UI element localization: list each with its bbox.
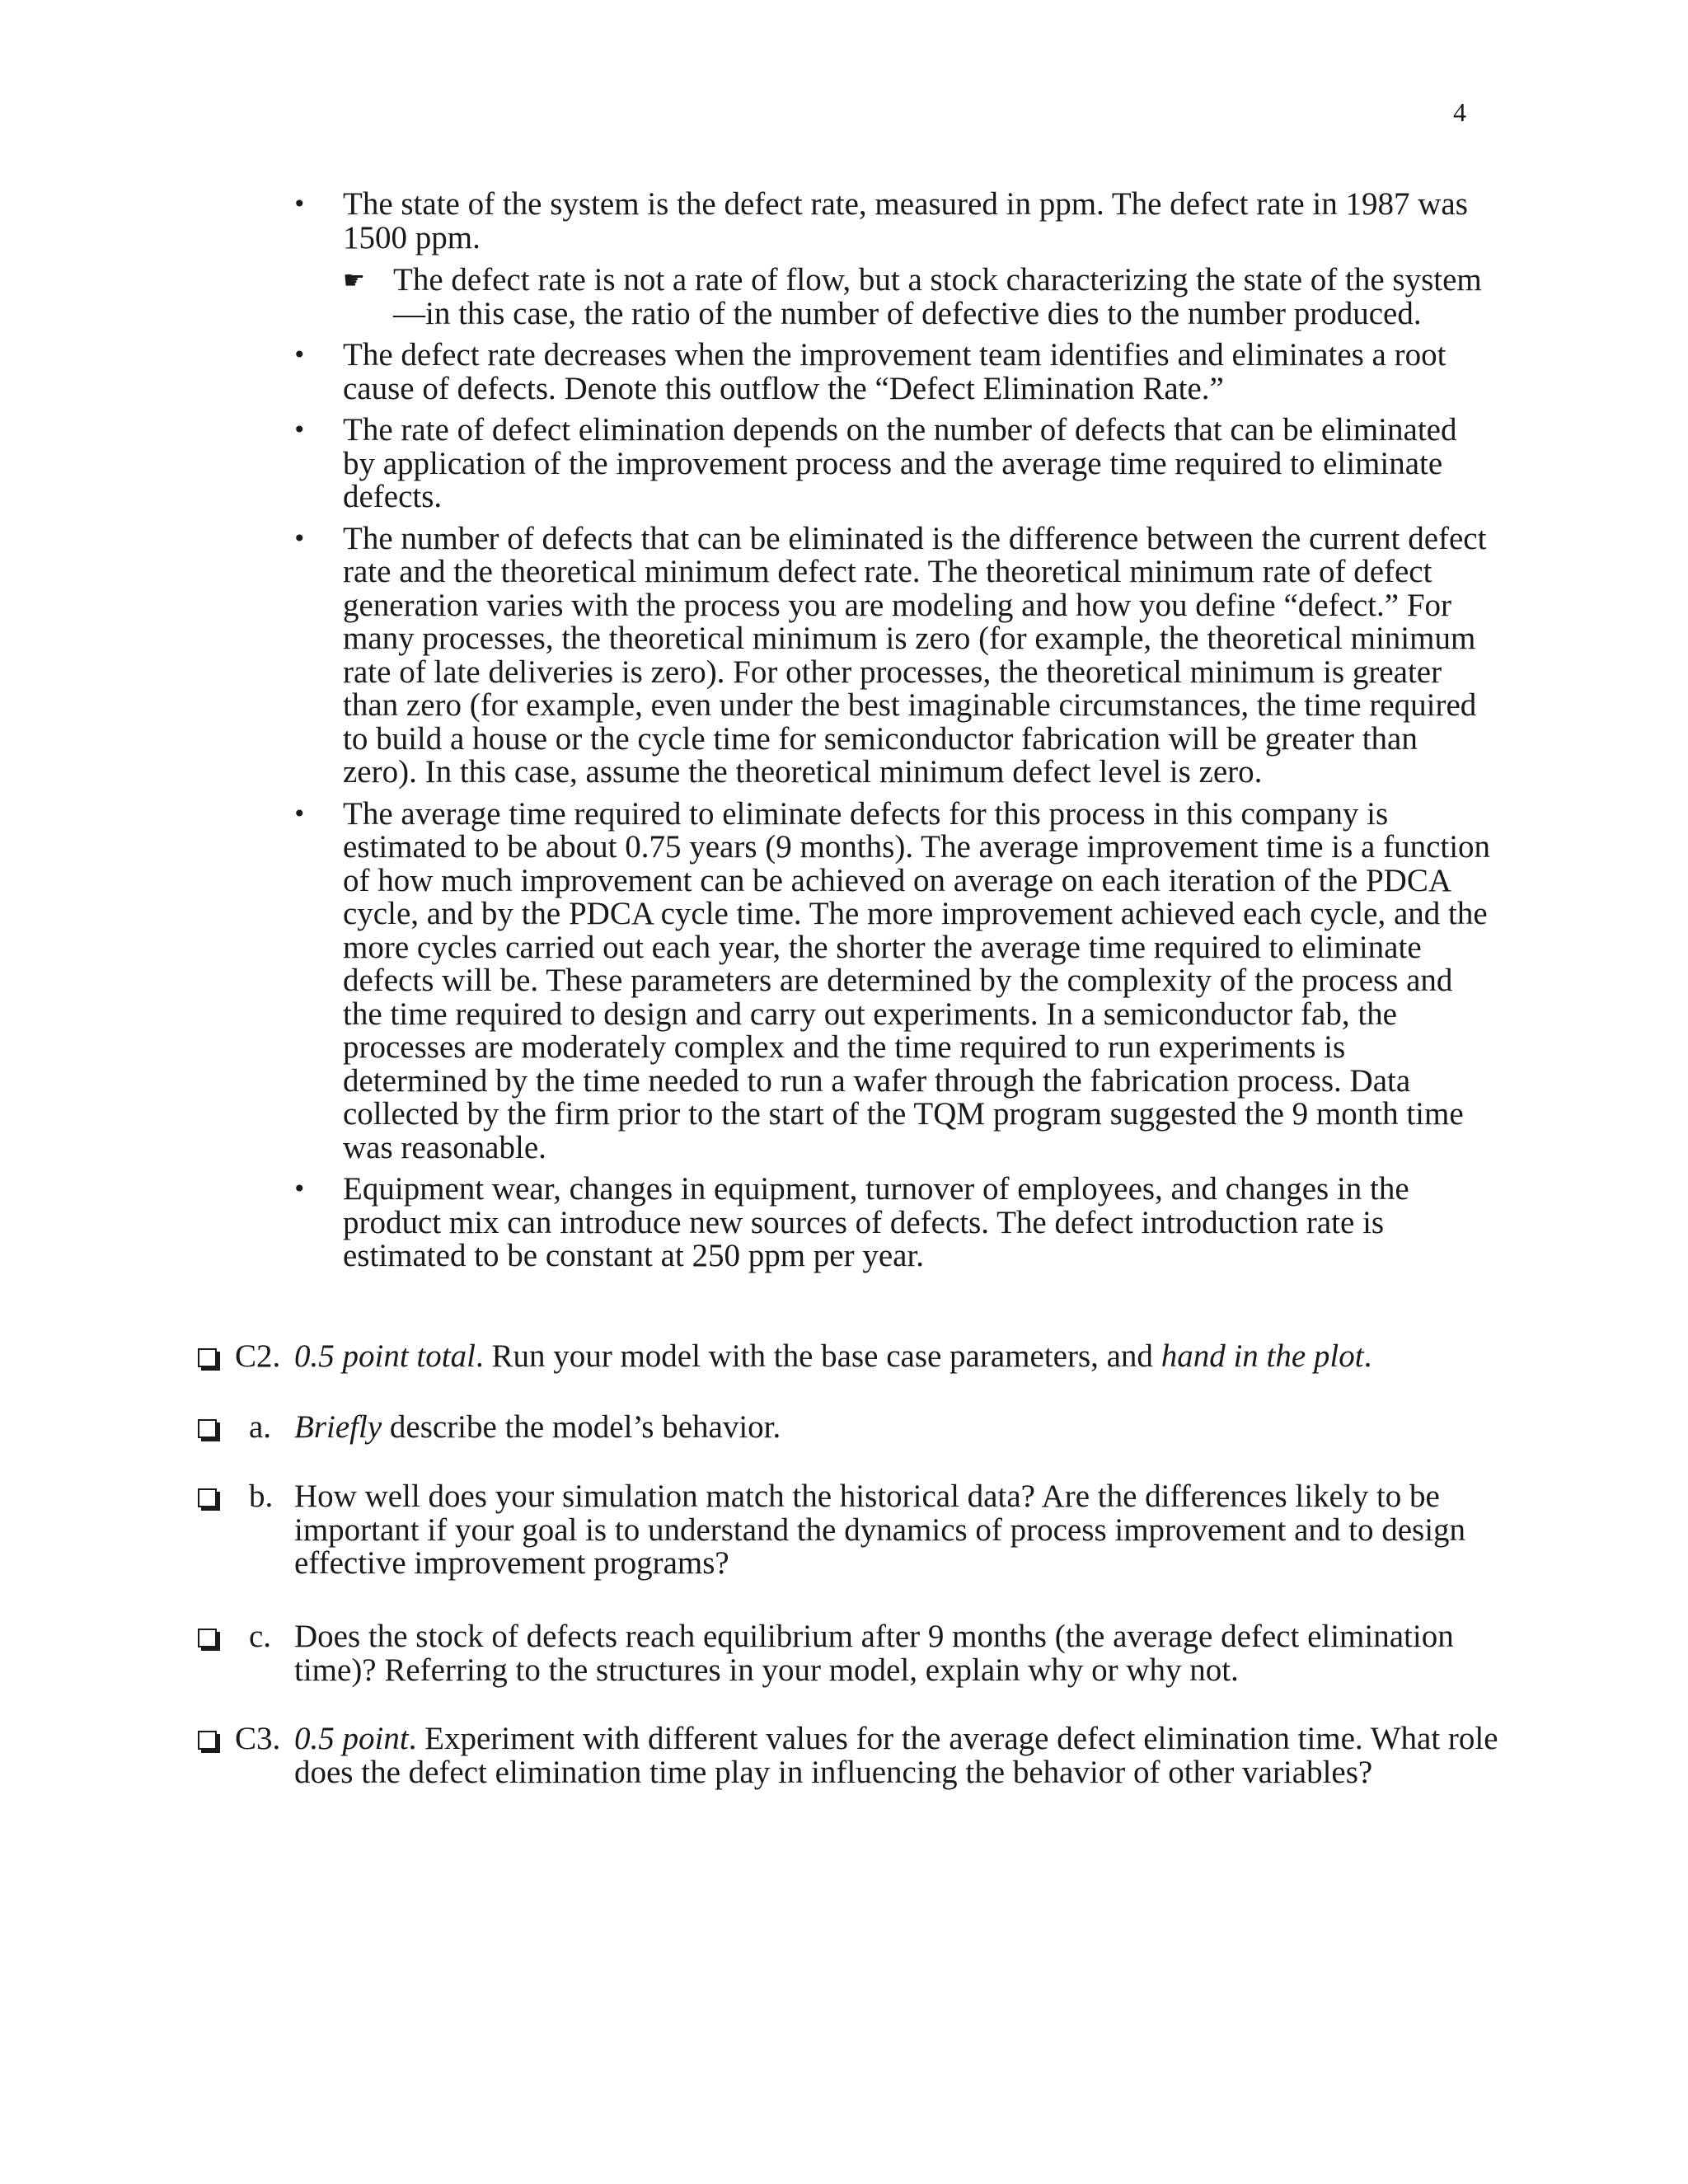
- bullet-icon: •: [293, 1175, 307, 1202]
- question-c2: [198, 1340, 1500, 1374]
- points-label: 0.5 point total: [294, 1338, 476, 1374]
- bullet-icon: •: [293, 190, 307, 218]
- question-b: [198, 1480, 1500, 1581]
- bullet-text: Equipment wear, changes in equipment, turnover of employees, and changes in the product mix can introduce new sources of defects. The defect introduction rate is estimated to be constant at 250 ppm per year.: [343, 1171, 1409, 1273]
- question-text: Briefly describe the model’s behavior.: [294, 1409, 781, 1445]
- bullet-text: The state of the system is the defect rate, measured in ppm. The defect rate in 1987 was 1500 ppm.: [343, 186, 1468, 255]
- sub-item: [343, 264, 1496, 330]
- question-label: C2.: [235, 1338, 281, 1374]
- bullet-text: The average time required to eliminate defects for this process in this company is estimated to be about 0.75 years (9 months). The average improvement time is a function of how much improvement can be achieved on average on each iteration of the PDCA cycle, and by the PDCA cycle time. The more improvement achieved each cycle, and the more cycles carried out each year, the shorter the average time required to eliminate defects will be. These parameters are determined by the complexity of the process and the time required to design and carry out experiments. In a semiconductor fab, the processes are moderately complex and the time required to run experiments is determined by the time needed to run a wafer through the fabrication process. Data collected by the firm prior to the start of the TQM program suggested the 9 month time was reasonable.: [343, 795, 1491, 1165]
- page-number: 4: [1453, 97, 1466, 127]
- question-label: C3.: [235, 1721, 281, 1756]
- list-item: [293, 1173, 1496, 1273]
- question-text: How well does your simulation match the historical data? Are the differences likely to be important if your goal is to understand the dynamics of process improvement and to design effective improvement programs?: [294, 1479, 1466, 1581]
- bullet-icon: •: [293, 799, 307, 827]
- list-item: [293, 414, 1496, 514]
- list-item: [293, 795, 1496, 1165]
- question-text: Does the stock of defects reach equilibrium after 9 months (the average defect elimination time)? Referring to the structures in your model, explain why or why not.: [294, 1619, 1454, 1688]
- question-label: b.: [249, 1479, 274, 1514]
- question-label: a.: [249, 1409, 272, 1445]
- points-label: 0.5 point: [294, 1721, 409, 1756]
- checkbox-icon[interactable]: [198, 1419, 217, 1438]
- question-c3: [198, 1722, 1500, 1789]
- pointing-hand-icon: ☛: [343, 266, 365, 295]
- question-a: [198, 1411, 1500, 1445]
- bullet-icon: •: [293, 416, 307, 443]
- bullet-text: The defect rate decreases when the improvement team identifies and eliminates a root cause of defects. Denote this outflow the “Defect Elimination Rate.”: [343, 337, 1447, 406]
- question-text: 0.5 point. Experiment with different values for the average defect elimination time. What role does the defect elimination time play in influencing the behavior of other variables?: [294, 1721, 1498, 1790]
- bullet-text: The number of defects that can be eliminated is the difference between the current defect rate and the theoretical minimum defect rate. The theoretical minimum rate of defect generation varies with the process you are modeling and how you define “defect.” For many processes, the theoretical minimum is zero (for example, the theoretical minimum rate of late deliveries is zero). For other processes, the theoretical minimum is greater than zero (for example, even under the best imaginable circumstances, the time required to build a house or the cycle time for semiconductor fabrication will be greater than zero). In this case, assume the theoretical minimum defect level is zero.: [343, 520, 1487, 790]
- bullet-list: [293, 188, 1496, 1282]
- bullet-icon: •: [293, 341, 307, 368]
- question-label: c.: [249, 1619, 272, 1654]
- question-c: [198, 1620, 1500, 1687]
- checkbox-icon[interactable]: [198, 1629, 217, 1647]
- list-item: [293, 520, 1496, 790]
- checkbox-icon[interactable]: [198, 1488, 217, 1507]
- list-item: [293, 188, 1496, 330]
- checkbox-icon[interactable]: [198, 1348, 217, 1367]
- question-text: 0.5 point total. Run your model with the base case parameters, and hand in the plot.: [294, 1338, 1372, 1374]
- bullet-icon: •: [293, 524, 307, 552]
- bullet-text: The rate of defect elimination depends on the number of defects that can be eliminated by application of the improvement process and the average time required to eliminate defects.: [343, 412, 1457, 514]
- sub-item-text: The defect rate is not a rate of flow, but a stock characterizing the state of the system—in this case, the ratio of the number of defective dies to the number produced.: [393, 262, 1482, 331]
- list-item: [293, 339, 1496, 405]
- checkbox-icon[interactable]: [198, 1731, 217, 1750]
